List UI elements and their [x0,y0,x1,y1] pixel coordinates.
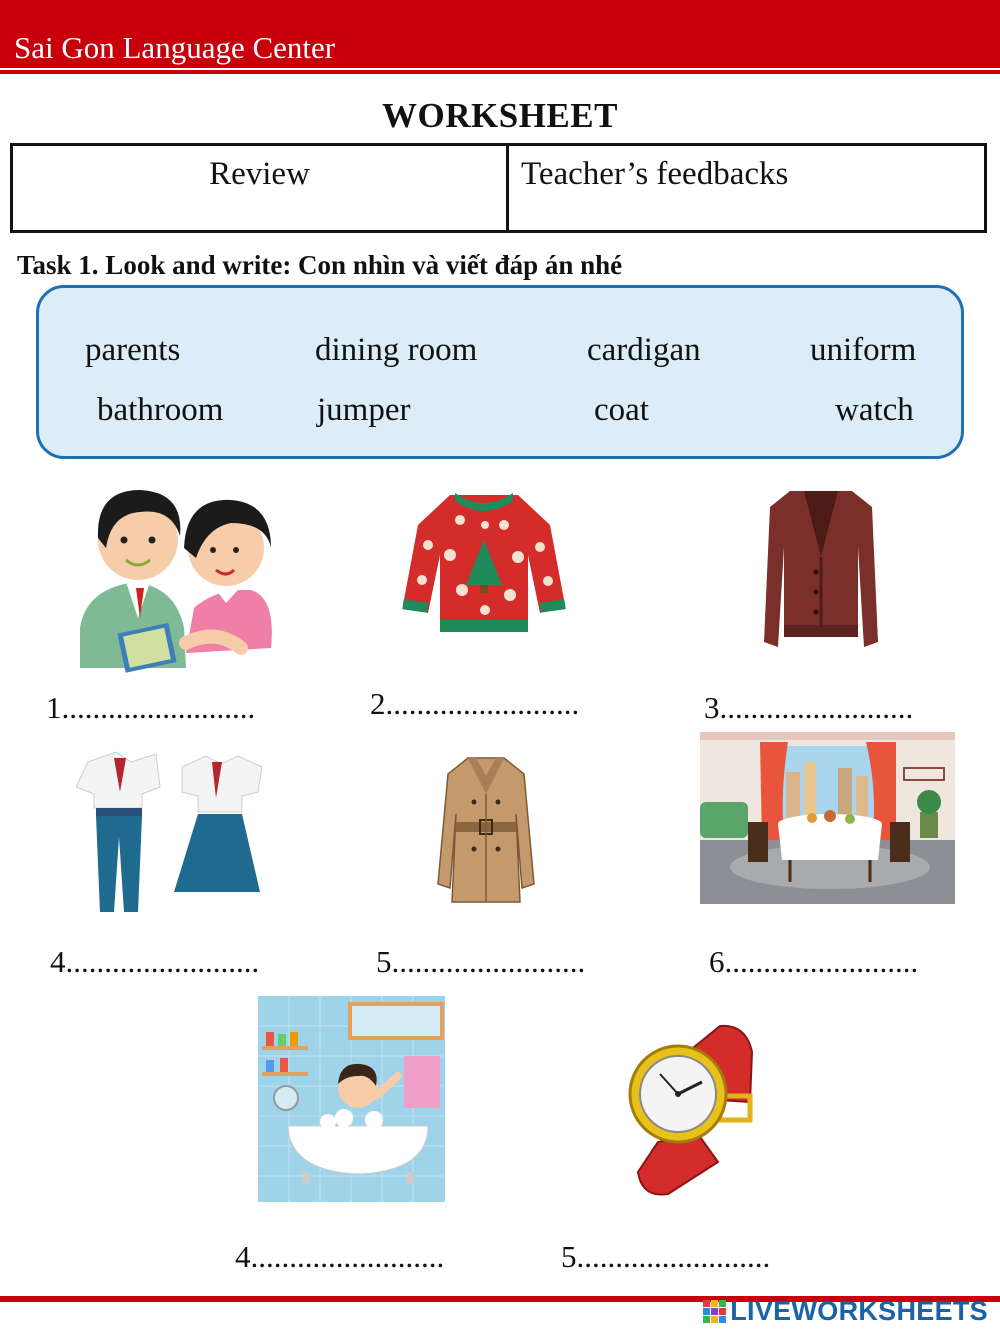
word-jumper: jumper [317,392,411,428]
word-coat: coat [594,392,649,428]
word-cardigan: cardigan [587,332,701,368]
bathroom-picture [258,996,445,1202]
word-bank [36,285,964,459]
word-bathroom: bathroom [97,392,224,428]
footer-logo [703,1296,988,1326]
watch-picture [628,1022,758,1200]
task-heading: Task 1. Look and write: Con nhìn và viết đáp án nhé [17,250,623,280]
logo-text: LIVEWORKSHEETS [730,1295,988,1326]
jumper-picture [400,485,568,640]
page-title: WORKSHEET [382,96,618,135]
answer-1[interactable]: 1......................... [46,690,256,725]
parents-picture [66,478,284,688]
answer-2[interactable]: 2......................... [370,686,580,721]
center-name: Sai Gon Language Center [14,30,336,65]
word-uniform: uniform [810,332,917,368]
uniform-picture [76,742,266,918]
review-table [10,143,987,233]
answer-5[interactable]: 5......................... [376,944,586,979]
cardigan-picture [760,487,882,655]
coat-picture [434,754,538,906]
answer-7[interactable]: 4......................... [235,1239,445,1274]
review-cell: Review [13,146,509,230]
logo-icon [703,1300,726,1323]
header-underline [0,70,1000,74]
dining-room-picture [700,732,955,904]
word-parents: parents [85,332,181,368]
word-dining-room: dining room [315,332,478,368]
answer-4[interactable]: 4......................... [50,944,260,979]
answer-3[interactable]: 3......................... [704,690,914,725]
feedback-cell: Teacher’s feedbacks [521,156,789,192]
answer-8[interactable]: 5......................... [561,1239,771,1274]
word-watch: watch [835,392,914,428]
answer-6[interactable]: 6......................... [709,944,919,979]
